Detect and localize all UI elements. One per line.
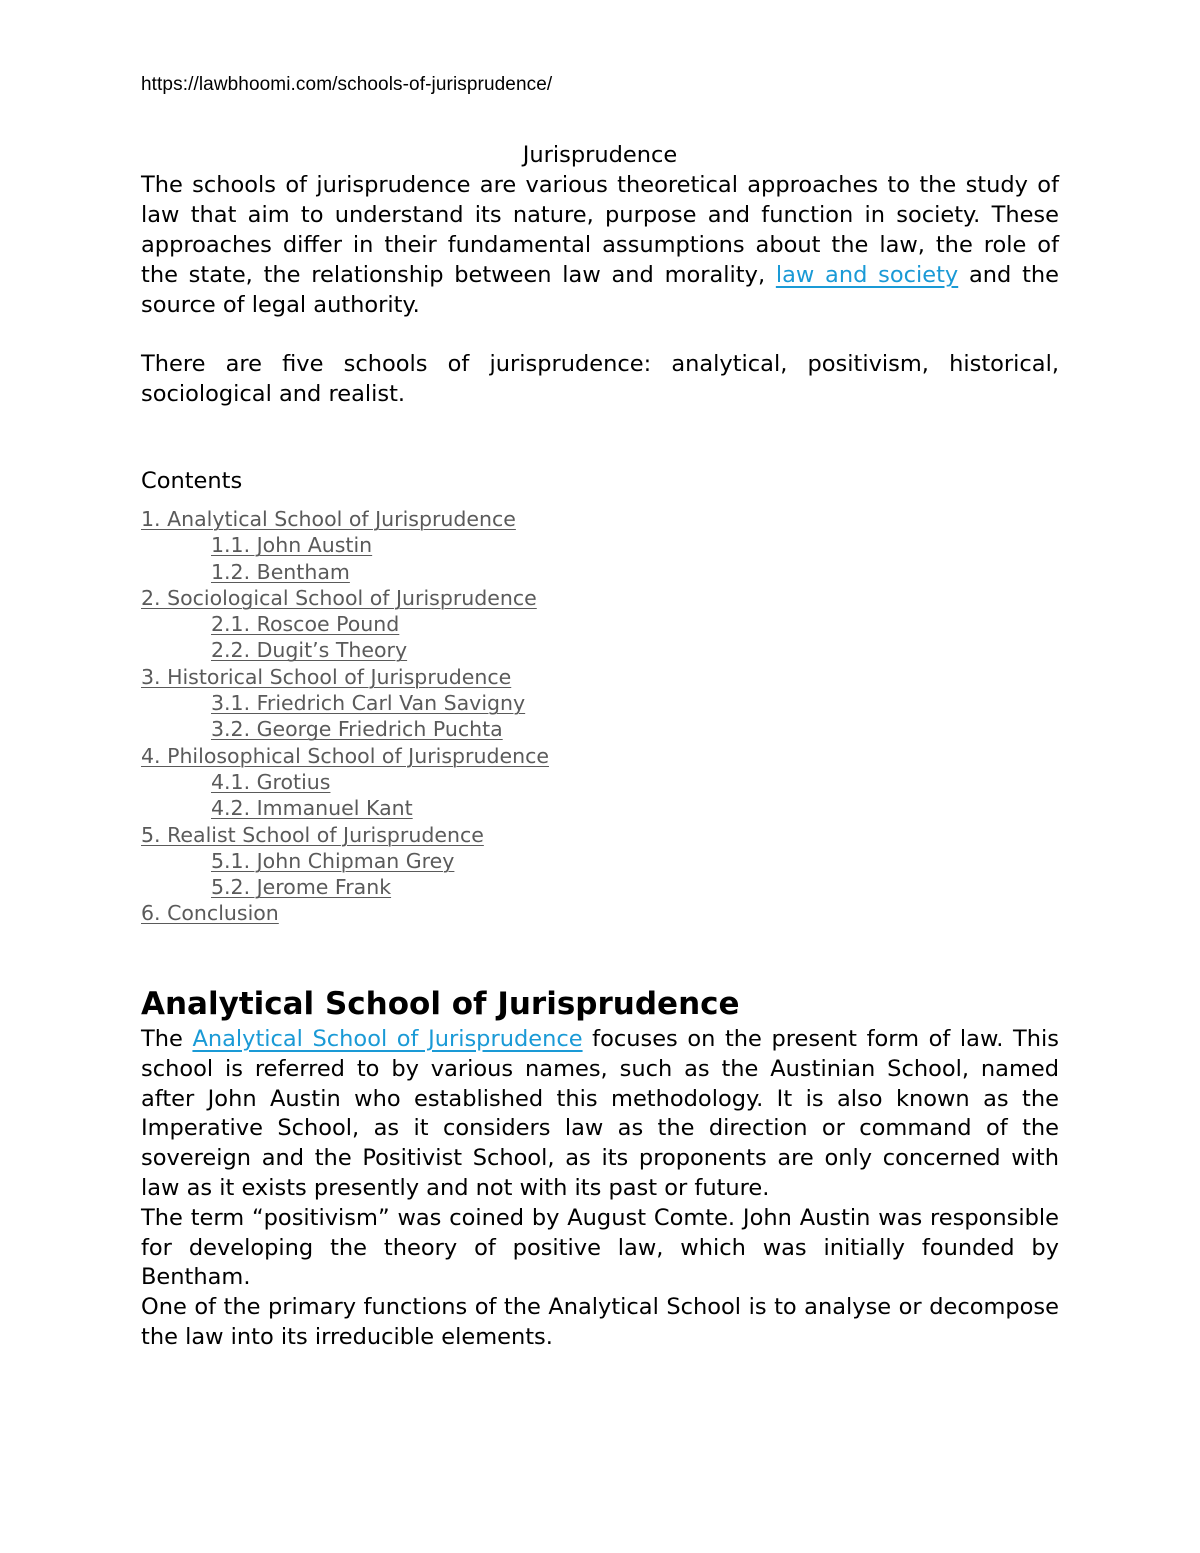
toc-link[interactable]: 4.2. Immanuel Kant xyxy=(211,796,413,821)
analytical-paragraph-1 xyxy=(141,1025,1059,1204)
toc-item xyxy=(141,716,549,742)
toc-item xyxy=(141,585,549,611)
analytical-p1-after: focuses on the present form of law. This school is referred to by various names, such as the Austinian School, named after John Austin who established this methodology. It is also known as the Imperative School, as it considers law as the direction or command of the sovereign and the Positivist School, as its proponents are only concerned with law as it exists presently and not with its past or future. xyxy=(141,1026,1059,1201)
toc-link[interactable]: 4. Philosophical School of Jurisprudence xyxy=(141,743,549,768)
toc-link[interactable]: 5.1. John Chipman Grey xyxy=(211,848,455,873)
table-of-contents xyxy=(141,506,549,927)
toc-link[interactable]: 3.2. George Friedrich Puchta xyxy=(211,717,503,742)
toc-item xyxy=(141,900,549,926)
toc-item xyxy=(141,690,549,716)
toc-item xyxy=(141,611,549,637)
toc-item xyxy=(141,532,549,558)
source-url: https://lawbhoomi.com/schools-of-jurisprudence/ xyxy=(141,74,553,95)
toc-item xyxy=(141,506,549,532)
toc-item xyxy=(141,769,549,795)
analytical-school-link[interactable]: Analytical School of Jurisprudence xyxy=(192,1026,583,1052)
toc-link[interactable]: 2.2. Dugit’s Theory xyxy=(211,638,408,663)
toc-item xyxy=(141,743,549,769)
intro-text-after: and the source of legal authority. xyxy=(141,262,1059,318)
five-schools-text: There are five schools of jurisprudence: analytical, positivism, historical, sociological and realist. xyxy=(141,351,1059,407)
contents-heading: Contents xyxy=(141,468,243,494)
toc-link[interactable]: 5. Realist School of Jurisprudence xyxy=(141,822,484,847)
toc-item xyxy=(141,559,549,585)
toc-item xyxy=(141,874,549,900)
toc-item xyxy=(141,664,549,690)
toc-item xyxy=(141,795,549,821)
toc-link[interactable]: 4.1. Grotius xyxy=(211,769,331,794)
analytical-paragraph-3: One of the primary functions of the Analytical School is to analyse or decompose the law into its irreducible elements. xyxy=(141,1294,1059,1350)
toc-item xyxy=(141,637,549,663)
five-schools-paragraph xyxy=(141,349,1059,409)
analytical-p1-before: The xyxy=(141,1026,193,1052)
toc-link[interactable]: 3.1. Friedrich Carl Van Savigny xyxy=(211,691,526,716)
toc-link[interactable]: 6. Conclusion xyxy=(141,901,279,926)
intro-paragraph xyxy=(141,170,1059,320)
toc-link[interactable]: 2.1. Roscoe Pound xyxy=(211,612,400,637)
toc-link[interactable]: 1.2. Bentham xyxy=(211,559,350,584)
analytical-section-heading: Analytical School of Jurisprudence xyxy=(141,986,740,1022)
toc-link[interactable]: 1.1. John Austin xyxy=(211,533,373,558)
page-title: Jurisprudence xyxy=(522,142,678,168)
toc-link[interactable]: 5.2. Jerome Frank xyxy=(211,875,392,900)
analytical-section-body xyxy=(141,1025,1059,1353)
intro-text-before: The schools of jurisprudence are various theoretical approaches to the study of law that aim to understand its nature, purpose and function in society. These approaches differ in their fundamental assumptions about the law, the role of the state, the relationship between law and morality, xyxy=(141,172,1059,288)
toc-link[interactable]: 1. Analytical School of Jurisprudence xyxy=(141,507,516,531)
toc-item xyxy=(141,848,549,874)
toc-link[interactable]: 3. Historical School of Jurisprudence xyxy=(141,664,512,689)
toc-item xyxy=(141,822,549,848)
law-and-society-link[interactable]: law and society xyxy=(775,262,959,288)
analytical-paragraph-2: The term “positivism” was coined by August Comte. John Austin was responsible for developing the theory of positive law, which was initially founded by Bentham. xyxy=(141,1204,1059,1291)
toc-link[interactable]: 2. Sociological School of Jurisprudence xyxy=(141,585,537,610)
